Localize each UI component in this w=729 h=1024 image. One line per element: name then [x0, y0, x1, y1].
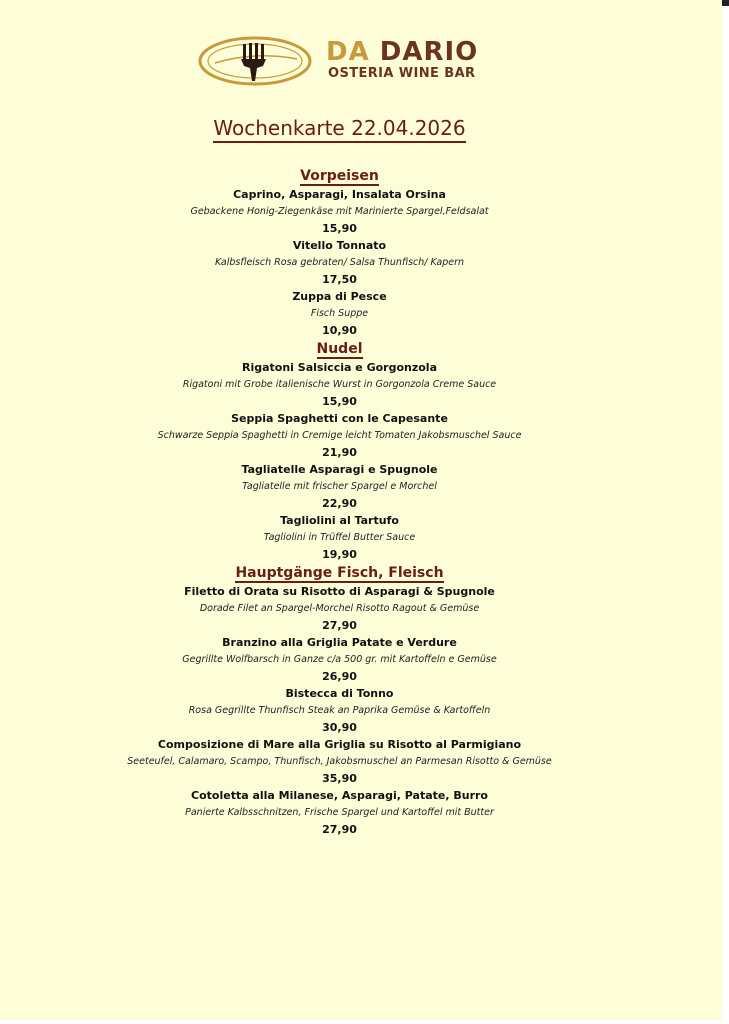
dish-price: 19,90 [322, 548, 357, 561]
section-title [0, 339, 679, 359]
dish-name: Composizione di Mare alla Griglia su Risotto al Parmigiano [157, 738, 522, 751]
dish-name: Rigatoni Salsiccia e Gorgonzola [242, 361, 437, 374]
dish-desc: Rosa Gegrillte Thunfisch Steak an Paprika Gemüse & Kartoffeln [188, 705, 491, 716]
page-title [0, 115, 679, 141]
menu-item [0, 512, 679, 563]
menu-item [0, 461, 679, 512]
menu-item [0, 583, 679, 634]
dish-desc: Dorade Filet an Spargel-Morchel Risotto Ragout & Gemüse [199, 603, 480, 614]
dish-desc: Kalbsfleisch Rosa gebraten/ Salsa Thunfisch/ Kapern [214, 257, 465, 268]
dish-price: 15,90 [322, 222, 357, 235]
brand-name [326, 38, 478, 66]
section-title-text: Hauptgänge Fisch, Fleisch [235, 565, 444, 581]
dish-desc: Gebackene Honig-Ziegenkäse mit Marinierte Spargel,Feldsalat [190, 206, 489, 217]
dish-desc: Panierte Kalbsschnitzen, Frische Spargel und Kartoffel mit Butter [185, 807, 494, 818]
dish-name: Caprino, Asparagi, Insalata Orsina [233, 188, 446, 201]
dish-price: 30,90 [322, 721, 357, 734]
fork-in-oval-icon [197, 33, 315, 89]
dish-desc: Tagliolini in Trüffel Butter Sauce [263, 532, 416, 543]
brand-name-dario: DARIO [379, 37, 479, 67]
dish-desc: Rigatoni mit Grobe italienische Wurst in Gorgonzola Creme Sauce [182, 379, 497, 390]
menu-item [0, 288, 679, 339]
menu-item [0, 787, 679, 838]
dish-desc: Tagliatelle mit frischer Spargel e Morchel [242, 481, 437, 492]
dish-price: 26,90 [322, 670, 357, 683]
menu-item [0, 634, 679, 685]
dish-price: 15,90 [322, 395, 357, 408]
brand-subtitle: OSTERIA WINE BAR [328, 66, 476, 81]
scan-edge-mark [722, 0, 729, 6]
section-title-text: Vorpeisen [300, 168, 379, 184]
dish-name: Cotoletta alla Milanese, Asparagi, Patate, Burro [191, 789, 488, 802]
dish-price: 35,90 [322, 772, 357, 785]
dish-name: Seppia Spaghetti con le Capesante [231, 412, 448, 425]
dish-name: Zuppa di Pesce [292, 290, 387, 303]
menu-item [0, 359, 679, 410]
dish-price: 21,90 [322, 446, 357, 459]
dish-desc: Seeteufel, Calamaro, Scampo, Thunfisch, Jakobsmuschel an Parmesan Risotto & Gemüse [127, 756, 552, 767]
section-title [0, 166, 679, 186]
menu-item [0, 685, 679, 736]
restaurant-logo [197, 33, 517, 89]
page-title-text: Wochenkarte 22.04.2026 [213, 116, 465, 143]
dish-name: Filetto di Orata su Risotto di Asparagi & Spugnole [184, 585, 495, 598]
menu-item [0, 186, 679, 237]
dish-price: 10,90 [322, 324, 357, 337]
section-title-text: Nudel [316, 341, 363, 357]
dish-name: Vitello Tonnato [292, 239, 387, 252]
dish-desc: Schwarze Seppia Spaghetti in Cremige leicht Tomaten Jakobsmuschel Sauce [157, 430, 522, 441]
menu-item [0, 410, 679, 461]
menu-item [0, 736, 679, 787]
dish-name: Tagliatelle Asparagi e Spugnole [241, 463, 438, 476]
dish-desc: Gegrillte Wolfbarsch in Ganze c/a 500 gr. mit Kartoffeln e Gemüse [182, 654, 497, 665]
menu-list [0, 166, 679, 838]
dish-name: Branzino alla Griglia Patate e Verdure [222, 636, 457, 649]
section-title [0, 563, 679, 583]
dish-desc: Fisch Suppe [310, 308, 369, 319]
dish-name: Bistecca di Tonno [285, 687, 394, 700]
menu-item [0, 237, 679, 288]
brand-name-da: DA [326, 37, 370, 67]
dish-price: 17,50 [322, 273, 357, 286]
dish-name: Tagliolini al Tartufo [280, 514, 399, 527]
dish-price: 27,90 [322, 619, 357, 632]
dish-price: 22,90 [322, 497, 357, 510]
dish-price: 27,90 [322, 823, 357, 836]
